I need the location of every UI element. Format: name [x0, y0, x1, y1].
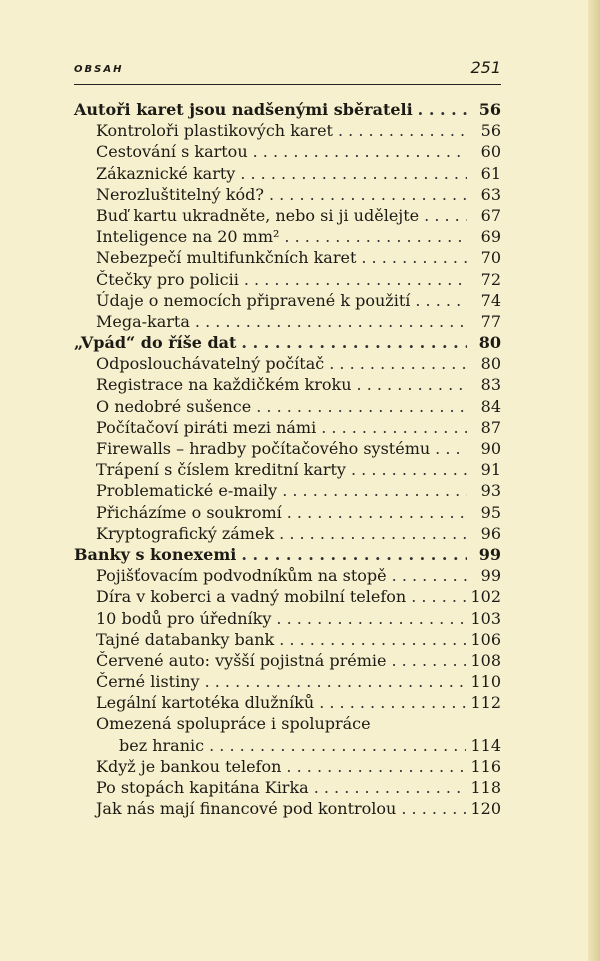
- toc-entry-page: 108: [470, 650, 501, 670]
- dot-leader: [435, 438, 467, 459]
- toc-entry-page: 102: [470, 587, 501, 607]
- toc-entry-title: „Vpád“ do říše dat: [74, 333, 237, 353]
- toc-entry-page: 99: [480, 566, 501, 586]
- toc-entry-title: Omezená spolupráce i spolupráce: [96, 714, 371, 734]
- toc-entry-page: 87: [480, 417, 501, 437]
- toc-entry: [74, 459, 501, 480]
- dot-leader: [361, 247, 467, 268]
- toc-entry: [74, 629, 501, 650]
- toc-entry-page: 83: [480, 375, 501, 395]
- toc-entry-page: 120: [470, 799, 501, 819]
- dot-leader: [415, 290, 467, 311]
- toc-entry: [74, 141, 501, 162]
- toc-entry-page: 56: [480, 121, 501, 141]
- toc-entry-title: Po stopách kapitána Kirka: [96, 778, 309, 797]
- toc-entry-title: Inteligence na 20 mm²: [96, 227, 280, 247]
- toc-entry-title: Nebezpečí multifunkčních karet: [96, 248, 357, 268]
- toc-entry-page: 80: [478, 333, 501, 353]
- toc-entry: [74, 502, 501, 523]
- toc-entry-title: Jak nás mají financové pod kontrolou: [96, 799, 397, 819]
- toc-entry-title: Odposlouchávatelný počítač: [96, 354, 325, 374]
- toc-entry-page: 110: [470, 672, 501, 692]
- toc-entry-title: Firewalls – hradby počítačového systému: [96, 439, 431, 458]
- toc-entry-page: 70: [480, 248, 501, 268]
- table-of-contents: [74, 99, 501, 819]
- dot-leader: [279, 523, 467, 544]
- toc-entry: [74, 311, 501, 332]
- toc-entry-page: 112: [470, 693, 501, 713]
- toc-entry: [74, 586, 501, 607]
- toc-entry-title: Přicházíme o soukromí: [96, 502, 282, 522]
- toc-entry-title: Trápení s číslem kreditní karty: [96, 460, 346, 480]
- dot-leader: [209, 735, 466, 756]
- dot-leader: [319, 692, 466, 713]
- dot-leader: [195, 311, 467, 332]
- dot-leader: [279, 629, 466, 650]
- toc-entry-title: Zákaznické karty: [96, 163, 236, 183]
- toc-entry-page: 61: [480, 163, 501, 183]
- toc-entry-page: 77: [480, 311, 501, 331]
- page-edge: [588, 0, 600, 961]
- dot-leader: [286, 756, 466, 777]
- dot-leader: [391, 650, 466, 671]
- dot-leader: [418, 99, 467, 120]
- running-header: [74, 58, 501, 85]
- toc-entry-title: Registrace na každičkém kroku: [96, 375, 352, 395]
- toc-entry-page: 74: [480, 290, 501, 310]
- toc-entry: [74, 671, 501, 692]
- toc-entry-page: 84: [480, 396, 501, 416]
- dot-leader: [351, 459, 467, 480]
- toc-entry-title: Když je bankou telefon: [96, 756, 282, 776]
- toc-entry: [74, 226, 501, 247]
- dot-leader: [282, 480, 467, 501]
- dot-leader: [314, 777, 467, 798]
- toc-entry-page: 116: [470, 756, 501, 776]
- toc-entry-page: 60: [480, 142, 501, 162]
- toc-entry: [74, 713, 501, 734]
- toc-entry: [74, 290, 501, 311]
- toc-entry: [74, 269, 501, 290]
- toc-entry-title: Červené auto: vyšší pojistná prémie: [96, 650, 387, 670]
- toc-entry-title: Čtečky pro policii: [96, 269, 239, 289]
- toc-entry: [74, 247, 501, 268]
- toc-entry-title: Cestování s kartou: [96, 142, 248, 162]
- toc-entry: [74, 735, 501, 756]
- toc-entry-title: Banky s konexemi: [74, 544, 237, 564]
- toc-entry-page: 103: [470, 608, 501, 628]
- toc-entry-page: 95: [480, 502, 501, 522]
- toc-entry: [74, 565, 501, 586]
- dot-leader: [276, 608, 466, 629]
- toc-entry-page: 114: [470, 735, 501, 755]
- dot-leader: [284, 226, 467, 247]
- toc-entry: [74, 184, 501, 205]
- toc-entry-title: Kryptografický zámek: [96, 523, 275, 543]
- dot-leader: [401, 798, 466, 819]
- dot-leader: [329, 353, 467, 374]
- toc-chapter: [74, 332, 501, 353]
- toc-entry: [74, 374, 501, 395]
- toc-entry-title: Kontroloři plastikových karet: [96, 121, 333, 141]
- toc-entry: [74, 205, 501, 226]
- toc-entry-title: Nerozluštitelný kód?: [96, 184, 264, 204]
- toc-entry-title: Údaje o nemocích připravené k použití: [96, 290, 411, 310]
- dot-leader: [287, 502, 467, 523]
- toc-entry-page: 67: [480, 205, 501, 225]
- toc-entry-page: 72: [480, 269, 501, 289]
- toc-entry-title: 10 bodů pro úředníky: [96, 608, 272, 628]
- toc-entry-title: Tajné databanky bank: [96, 629, 275, 649]
- toc-entry-page: 93: [480, 481, 501, 501]
- section-title: OBSAH: [74, 64, 124, 75]
- dot-leader: [241, 332, 467, 353]
- toc-entry-title: Počítačoví piráti mezi námi: [96, 417, 317, 437]
- toc-entry-title: Mega-karta: [96, 311, 190, 331]
- toc-entry: [74, 523, 501, 544]
- dot-leader: [392, 565, 467, 586]
- dot-leader: [241, 544, 467, 565]
- toc-entry: [74, 438, 501, 459]
- toc-entry: [74, 798, 501, 819]
- toc-entry: [74, 650, 501, 671]
- toc-chapter: [74, 99, 501, 120]
- toc-entry: [74, 163, 501, 184]
- dot-leader: [256, 396, 467, 417]
- toc-entry-title: Černé listiny: [96, 672, 200, 692]
- dot-leader: [240, 163, 467, 184]
- dot-leader: [338, 120, 467, 141]
- toc-entry-title: Problematické e-maily: [96, 481, 278, 501]
- toc-entry-title: bez hranic: [119, 735, 205, 755]
- toc-entry-title: Pojišťovacím podvodníkům na stopě: [96, 566, 387, 586]
- dot-leader: [244, 269, 467, 290]
- toc-entry-page: 90: [480, 439, 501, 458]
- toc-entry-page: 69: [480, 227, 501, 247]
- toc-entry-title: Autoři karet jsou nadšenými sběrateli: [74, 100, 413, 119]
- dot-leader: [424, 205, 467, 226]
- toc-chapter: [74, 544, 501, 565]
- dot-leader: [205, 671, 467, 692]
- toc-entry-title: Buď kartu ukradněte, nebo si ji udělejte: [96, 205, 420, 225]
- dot-leader: [321, 417, 467, 438]
- toc-entry-page: 99: [478, 544, 501, 564]
- dot-leader: [253, 141, 467, 162]
- toc-entry: [74, 396, 501, 417]
- dot-leader: [411, 586, 466, 607]
- toc-entry: [74, 692, 501, 713]
- toc-entry-page: 96: [480, 523, 501, 543]
- toc-entry: [74, 777, 501, 798]
- toc-entry: [74, 353, 501, 374]
- toc-entry: [74, 480, 501, 501]
- dot-leader: [269, 184, 467, 205]
- toc-entry-page: 106: [470, 629, 501, 649]
- toc-entry: [74, 608, 501, 629]
- toc-entry-page: 118: [470, 778, 501, 797]
- toc-entry-title: O nedobré sušence: [96, 396, 252, 416]
- toc-entry: [74, 417, 501, 438]
- toc-entry-page: 56: [478, 100, 501, 119]
- toc-entry-page: 91: [480, 460, 501, 480]
- toc-entry-page: 63: [480, 184, 501, 204]
- toc-entry: [74, 756, 501, 777]
- toc-entry-title: Legální kartotéka dlužníků: [96, 693, 315, 713]
- page-number: 251: [470, 58, 501, 77]
- dot-leader: [357, 374, 467, 395]
- toc-entry-title: Díra v koberci a vadný mobilní telefon: [96, 587, 407, 607]
- toc-entry: [74, 120, 501, 141]
- toc-entry-page: 80: [480, 354, 501, 374]
